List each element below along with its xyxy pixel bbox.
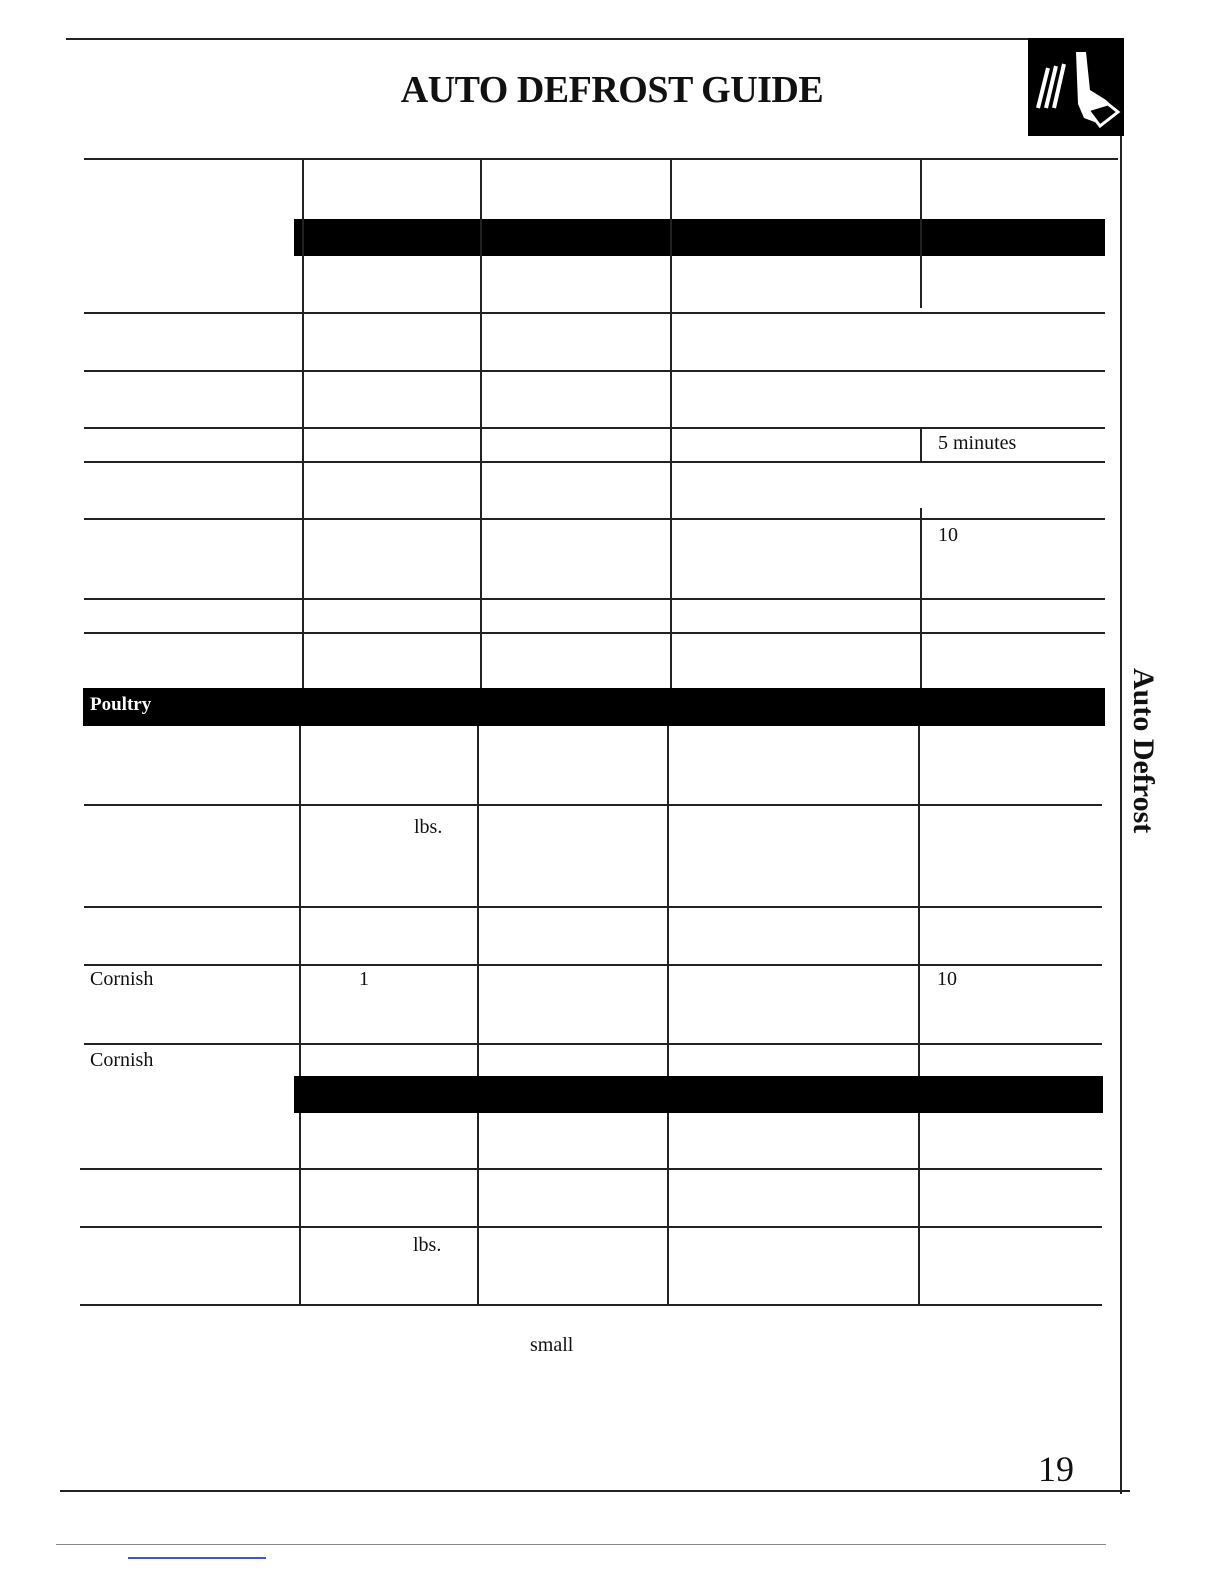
row-rule-5 [84, 518, 1105, 520]
side-tab-label: Auto Defrost [1127, 668, 1160, 834]
poultry-section-label: Poultry [90, 694, 152, 715]
col-line-4b [920, 428, 922, 462]
table-header-bar [294, 219, 1105, 256]
col-line-3-lower [667, 726, 669, 1306]
cell-p5-item: Cornish [90, 1049, 154, 1071]
cell-p2-amount: lbs. [414, 816, 443, 838]
cell-p4-item: Cornish [90, 968, 154, 990]
row-rule-7 [84, 632, 1105, 634]
col-line-4 [920, 158, 922, 308]
cell-r6-time: 10 [938, 524, 958, 546]
cell-p4-time: 10 [937, 968, 957, 990]
table-subheader-bar [294, 1076, 1103, 1113]
col-line-4-lower [918, 726, 920, 1306]
top-rule [66, 38, 1124, 40]
page-number: 19 [1038, 1449, 1074, 1489]
row-rule-6 [84, 598, 1105, 600]
col-line-1 [302, 158, 304, 688]
page-title: AUTO DEFROST GUIDE [400, 69, 824, 111]
row-rule-p3 [84, 964, 1102, 966]
col-line-2 [480, 158, 482, 688]
footer-note: small [530, 1334, 574, 1356]
row-rule-4 [84, 461, 1105, 463]
row-rule-p5 [80, 1168, 1102, 1170]
hand-pressing-button-icon [1028, 38, 1124, 136]
footer-link-mark [128, 1557, 266, 1559]
col-line-2-lower [477, 726, 479, 1306]
row-rule-2 [84, 370, 1105, 372]
poultry-section-bar [83, 688, 1105, 726]
row-rule-p1 [84, 804, 1102, 806]
cell-r4-time: 5 minutes [938, 432, 1017, 454]
row-rule-p4 [84, 1043, 1102, 1045]
row-rule-p2 [84, 906, 1102, 908]
row-rule-1 [84, 312, 1105, 314]
row-rule-p6 [80, 1226, 1102, 1228]
col-line-3 [670, 158, 672, 688]
row-rule-p7 [80, 1304, 1102, 1306]
row-rule-3 [84, 427, 1105, 429]
footer-thin-rule [56, 1544, 1106, 1545]
col-line-1-lower [299, 726, 301, 1306]
table-top-rule [84, 158, 1118, 160]
bottom-rule [60, 1490, 1130, 1492]
cell-p4-amount: 1 [359, 968, 369, 990]
cell-p8-amount: lbs. [413, 1234, 442, 1256]
